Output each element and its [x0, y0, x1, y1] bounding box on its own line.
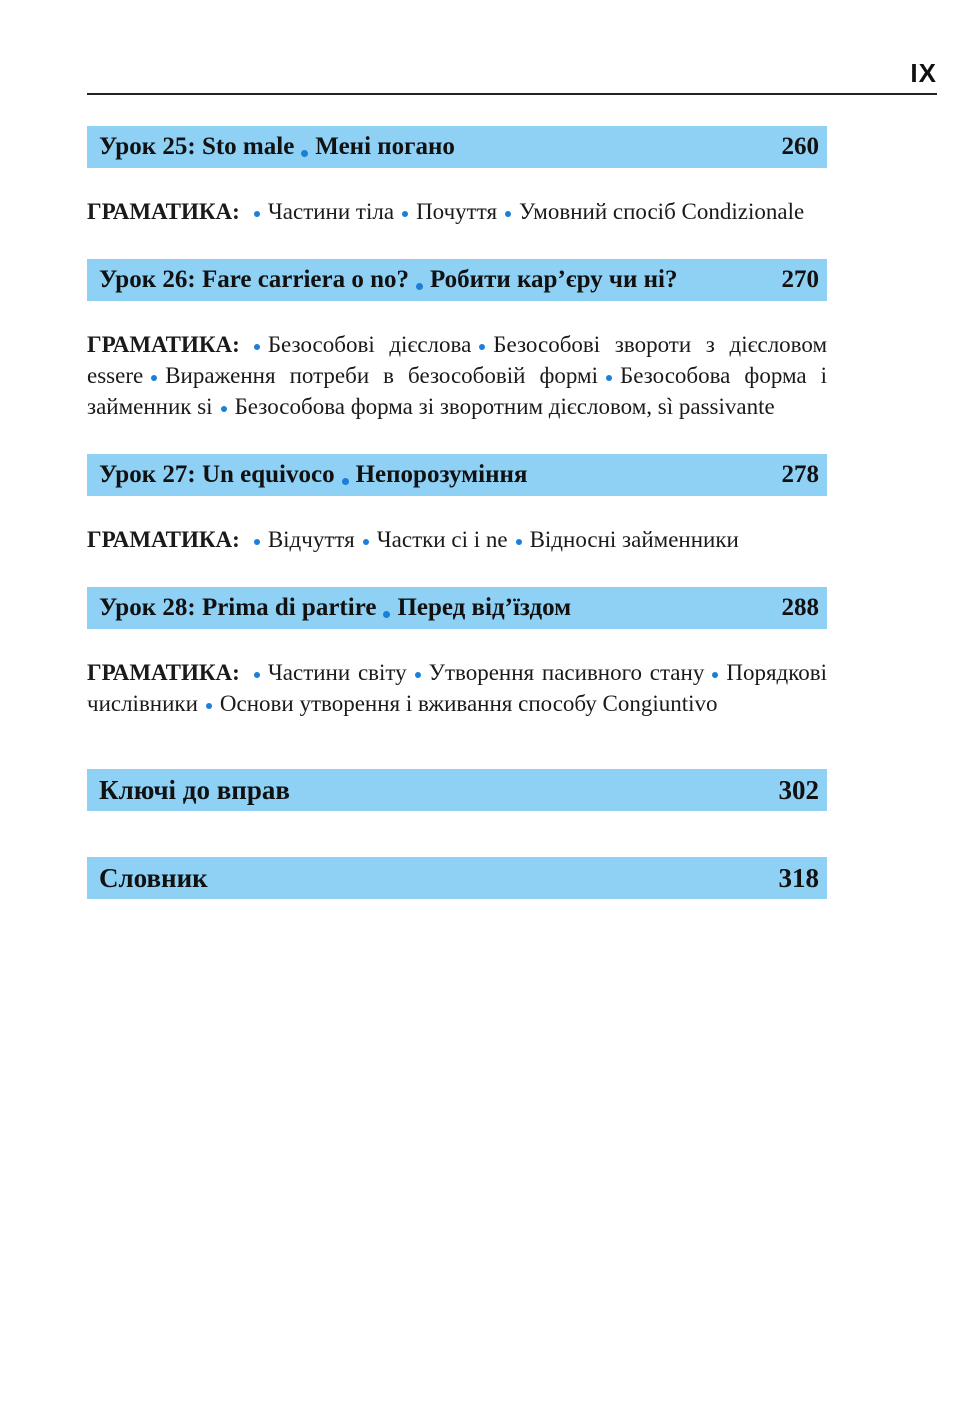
bullet-icon	[206, 703, 212, 709]
appendix-title: Ключі до вправ	[99, 774, 290, 805]
lesson-title-ua: Перед від’їздом	[397, 594, 572, 621]
lesson-number: Урок 27:	[99, 461, 196, 488]
appendix-title: Словник	[99, 862, 208, 893]
bullet-icon	[416, 283, 423, 290]
bullet-icon	[342, 478, 349, 485]
lesson-page: 278	[781, 461, 819, 488]
grammar-label: ГРАМАТИКА:	[87, 199, 240, 224]
dictionary-heading[interactable]	[87, 857, 827, 899]
keys-heading[interactable]	[87, 769, 827, 811]
grammar-topic: Основи утворення і вживання способу Congiuntivo	[219, 691, 718, 716]
lesson-title-ua: Робити кар’єру чи ні?	[430, 266, 678, 293]
lesson-title-it: Sto male	[201, 133, 295, 160]
grammar-topic: Порядкові числівники	[87, 660, 827, 716]
grammar-topic: Вираження потреби в безособовій формі	[165, 363, 598, 388]
bullet-icon	[254, 539, 260, 545]
header-rule	[87, 93, 937, 95]
lesson-25-heading[interactable]	[87, 126, 827, 168]
lesson-28-heading[interactable]	[87, 587, 827, 629]
grammar-topic: Частини світу	[267, 660, 407, 685]
grammar-label: ГРАМАТИКА:	[87, 332, 240, 357]
bullet-icon	[479, 344, 485, 350]
lesson-title-ua: Непорозуміння	[355, 461, 528, 488]
lesson-26-grammar	[87, 329, 827, 422]
lesson-page: 270	[781, 266, 819, 293]
lesson-27-heading[interactable]	[87, 454, 827, 496]
bullet-icon	[363, 539, 369, 545]
page-number: IX	[910, 58, 937, 88]
lesson-26-heading[interactable]	[87, 259, 827, 301]
lesson-title-ua: Мені погано	[315, 133, 455, 160]
grammar-topic: Безособові звороти з дієсловом essere	[87, 332, 828, 388]
bullet-icon	[151, 375, 157, 381]
bullet-icon	[254, 672, 260, 678]
grammar-topic: Безособова форма зі зворотним дієсловом, sì passivante	[234, 394, 775, 419]
grammar-label: ГРАМАТИКА:	[87, 660, 240, 685]
bullet-icon	[402, 211, 408, 217]
lesson-title-it: Un equivoco	[201, 461, 335, 488]
appendix-page: 302	[778, 774, 819, 805]
grammar-topic: Утворення пасивного стану	[428, 660, 705, 685]
lesson-title-it: Prima di partire	[201, 594, 377, 621]
bullet-icon	[254, 211, 260, 217]
lesson-page: 260	[781, 133, 819, 160]
lesson-page: 288	[781, 594, 819, 621]
bullet-icon	[383, 611, 390, 618]
grammar-topic: Частки ci i ne	[376, 527, 508, 552]
grammar-topic: Умовний спосіб Condizionale	[519, 199, 805, 224]
bullet-icon	[301, 150, 308, 157]
grammar-topic: Почуття	[416, 199, 498, 224]
lesson-title-it: Fare carriera o no?	[201, 266, 410, 293]
grammar-topic: Частини тіла	[267, 199, 395, 224]
table-of-contents	[87, 126, 827, 899]
lesson-number: Урок 28:	[99, 594, 196, 621]
lesson-number: Урок 25:	[99, 133, 196, 160]
lesson-25-grammar	[87, 196, 827, 227]
bullet-icon	[712, 672, 718, 678]
grammar-topic: Безособова форма і займенник si	[87, 363, 827, 419]
bullet-icon	[415, 672, 421, 678]
grammar-label: ГРАМАТИКА:	[87, 527, 240, 552]
bullet-icon	[606, 375, 612, 381]
appendix-page: 318	[778, 862, 819, 893]
grammar-topic: Безособові дієслова	[267, 332, 472, 357]
bullet-icon	[516, 539, 522, 545]
bullet-icon	[505, 211, 511, 217]
bullet-icon	[221, 406, 227, 412]
grammar-topic: Відносні займенники	[529, 527, 739, 552]
lesson-number: Урок 26:	[99, 266, 196, 293]
lesson-28-grammar	[87, 657, 827, 719]
grammar-topic: Відчуття	[267, 527, 355, 552]
bullet-icon	[254, 344, 260, 350]
lesson-27-grammar	[87, 524, 827, 555]
